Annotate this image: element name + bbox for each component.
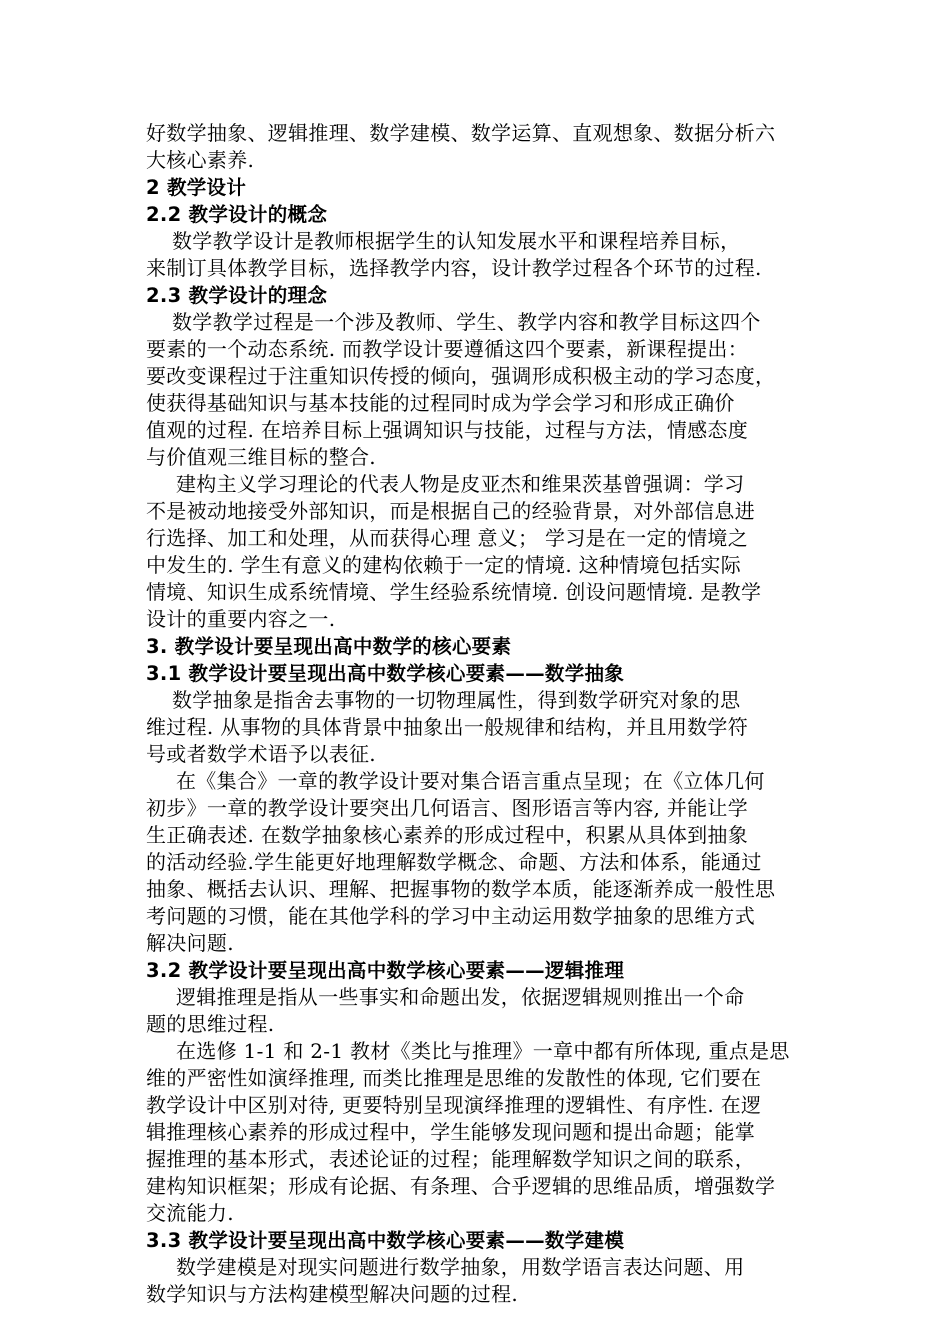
body-text-line: 考问题的习惯，能在其他学科的学习中主动运用数学抽象的思维方式 (146, 904, 755, 928)
section-heading: 3. 教学设计要呈现出高中数学的核心要素 (146, 635, 512, 658)
body-text-line: 与价值观三维目标的整合. (146, 445, 376, 469)
body-text-line: 数学教学过程是一个涉及教师、学生、教学内容和教学目标这四个 (172, 310, 761, 334)
body-text-line: 设计的重要内容之一. (146, 607, 336, 631)
body-text-line: 题的思维过程. (146, 1012, 275, 1036)
body-text-line: 好数学抽象、逻辑推理、数学建模、数学运算、直观想象、数据分析六 (146, 121, 776, 145)
body-text-line: 解决问题. (146, 931, 234, 955)
body-text-line: 数学教学设计是教师根据学生的认知发展水平和课程培养目标， (172, 229, 741, 253)
section-heading: 3.2 教学设计要呈现出高中数学核心要素——逻辑推理 (146, 959, 625, 982)
section-heading: 3.1 教学设计要呈现出高中数学核心要素——数学抽象 (146, 662, 625, 685)
body-text-line: 要改变课程过于注重知识传授的倾向，强调形成积极主动的学习态度， (146, 364, 776, 388)
body-text-line: 握推理的基本形式，表述论证的过程；能理解数学知识之间的联系， (146, 1147, 755, 1171)
body-text-line: 建构知识框架；形成有论据、有条理、合乎逻辑的思维品质，增强数学 (146, 1174, 776, 1198)
body-text-line: 中发生的. 学生有意义的建构依赖于一定的情境. 这种情境包括实际 (146, 553, 742, 577)
body-text-line: 数学抽象是指舍去事物的一切物理属性，得到数学研究对象的思 (172, 688, 741, 712)
body-text-line: 抽象、概括去认识、理解、把握事物的数学本质，能逐渐养成一般性思 (146, 877, 776, 901)
body-text-line: 不是被动地接受外部知识，而是根据自己的经验背景，对外部信息进 (146, 499, 755, 523)
body-text-line: 交流能力. (146, 1201, 234, 1225)
body-text-line: 在选修 1-1 和 2-1 教材《类比与推理》一章中都有所体现, 重点是思 (176, 1039, 790, 1063)
body-text-line: 数学建模是对现实问题进行数学抽象，用数学语言表达问题、用 (176, 1255, 745, 1279)
body-text-line: 建构主义学习理论的代表人物是皮亚杰和维果茨基曾强调：学习 (176, 472, 745, 496)
body-text-line: 维过程. 从事物的具体背景中抽象出一般规律和结构，并且用数学符 (146, 715, 749, 739)
body-text-line: 行选择、加工和处理，从而获得心理 意义； 学习是在一定的情境之 (146, 526, 749, 550)
body-text-line: 使获得基础知识与基本技能的过程同时成为学会学习和形成正确价 (146, 391, 735, 415)
body-text-line: 辑推理核心素养的形成过程中，学生能够发现问题和提出命题；能掌 (146, 1120, 755, 1144)
document-page (146, 120, 812, 1308)
section-heading: 3.3 教学设计要呈现出高中数学核心要素——数学建模 (146, 1229, 625, 1252)
section-heading: 2 教学设计 (146, 176, 247, 199)
body-text-line: 生正确表述. 在数学抽象核心素养的形成过程中，积累从具体到抽象 (146, 823, 749, 847)
body-text-line: 教学设计中区别对待, 更要特别呈现演绎推理的逻辑性、有序性. 在逻 (146, 1093, 762, 1117)
body-text-line: 情境、知识生成系统情境、学生经验系统情境. 创设问题情境. 是教学 (146, 580, 762, 604)
body-text-line: 逻辑推理是指从一些事实和命题出发，依据逻辑规则推出一个命 (176, 985, 745, 1009)
section-heading: 2.3 教学设计的理念 (146, 284, 328, 307)
section-heading: 2.2 教学设计的概念 (146, 203, 328, 226)
body-text-line: 在《集合》一章的教学设计要对集合语言重点呈现；在《立体几何 (176, 769, 765, 793)
body-text-line: 值观的过程. 在培养目标上强调知识与技能，过程与方法，情感态度 (146, 418, 749, 442)
body-text-line: 的活动经验.学生能更好地理解数学概念、命题、方法和体系，能通过 (146, 850, 762, 874)
body-text-line: 维的严密性如演绎推理, 而类比推理是思维的发散性的体现, 它们要在 (146, 1066, 762, 1090)
body-text-line: 号或者数学术语予以表征. (146, 742, 376, 766)
body-text-line: 大核心素养. (146, 148, 255, 172)
body-text-line: 初步》一章的教学设计要突出几何语言、图形语言等内容, 并能让学 (146, 796, 749, 820)
body-text-line: 要素的一个动态系统. 而教学设计要遵循这四个要素，新课程提出： (146, 337, 749, 361)
body-text-line: 数学知识与方法构建模型解决问题的过程. (146, 1282, 519, 1306)
body-text-line: 来制订具体教学目标，选择教学内容，设计教学过程各个环节的过程. (146, 256, 762, 280)
